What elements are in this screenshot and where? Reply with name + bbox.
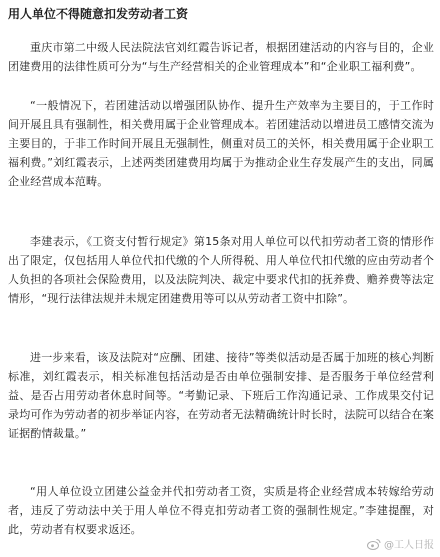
article-paragraph: “用人单位设立团建公益金并代扣劳动者工资，实质是将企业经营成本转嫁给劳动者，违反了劳动法中关于用人单位不得克扣劳动者工资的强制性规定。”李建提醒，对此，劳动者有权要求返还。 [8,485,434,536]
watermark [367,536,434,551]
watermark-text: @工人日报 [384,540,434,551]
article-paragraph: “一般情况下，若团建活动以增强团队协作、提升生产效率为主要目的，于工作时间开展且具有强制性，相关费用属于企业管理成本。若团建活动以增进员工感情交流为主要目的，于非工作时间开展且无强制性，侧重对员工的关怀，相关费用属于企业职工福利费。”刘红霞表示，上述两类团建费用均属于为推动企业生存发展产生的支出，同属企业经营成本范畴。 [8,99,434,188]
article-paragraph: 李建表示，《工资支付暂行规定》第15条对用人单位可以代扣劳动者工资的情形作出了限定，仅包括用人单位代扣代缴的个人所得税、用人单位代扣代缴的应由劳动者个人负担的各项社会保险费用，以及法院判决、裁定中要求代扣的抚养费、赡养费等法定情形，“现行法律法规并未规定团建费用等可以从劳动者工资中扣除”。 [8,235,434,305]
weibo-icon [367,538,381,550]
article-title: 用人单位不得随意扣发劳动者工资 [8,7,189,21]
article-paragraph: 重庆市第二中级人民法院法官刘红霞告诉记者，根据团建活动的内容与目的，企业团建费用的法律性质可分为“与生产经营相关的企业管理成本”和“企业职工福利费”。 [8,41,434,73]
article-paragraph: 进一步来看，该及法院对“应酬、团建、接待”等类似活动是否属于加班的核心判断标准，刘红霞表示，相关标准包括活动是否由单位强制安排、是否服务于单位经营利益、是否占用劳动者休息时间等。“考勤记录、下班后工作沟通记录、工作成果交付记录均可作为劳动者的初步举证内容，在劳动者无法精确统计时长时，法院可以结合在案证据酌情裁量。” [8,351,434,440]
